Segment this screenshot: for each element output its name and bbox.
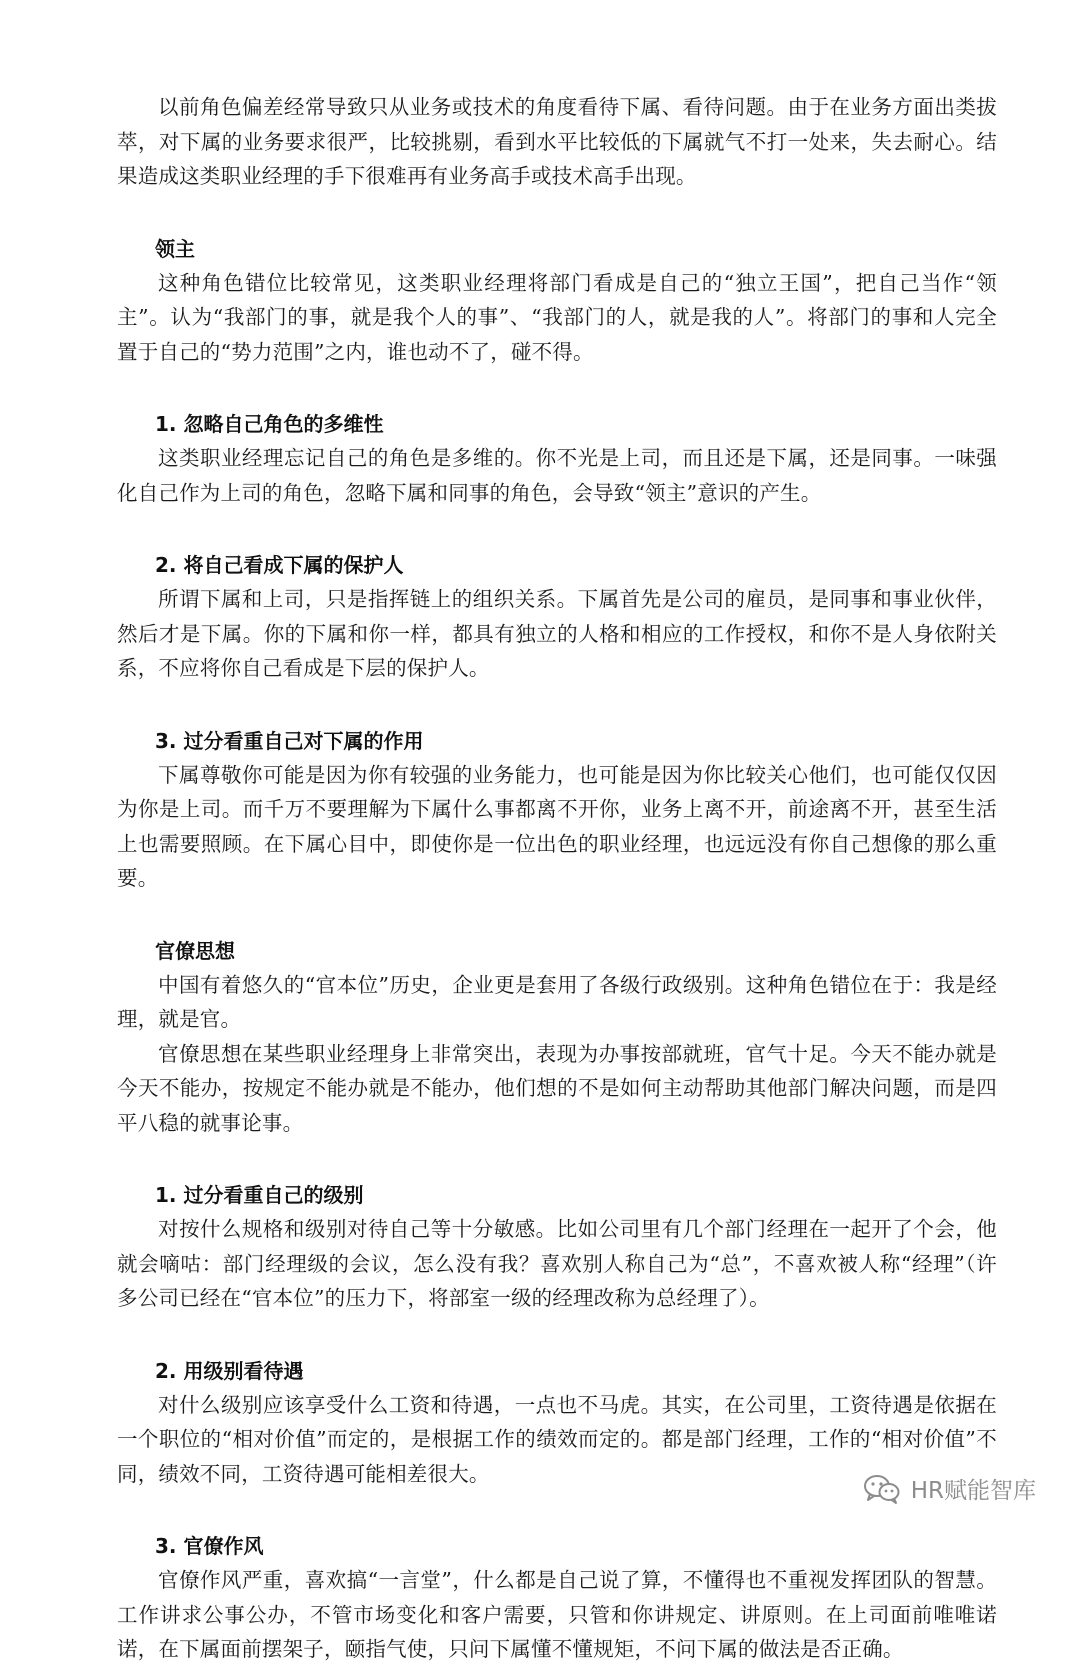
paragraph-protector: 所谓下属和上司，只是指挥链上的组织关系。下属首先是公司的雇员，是同事和事业伙伴，然后才是下属。你的下属和你一样，都具有独立的人格和相应的工作授权，和你不是人身依附关系，不应将你自己看成是下层的保护人。 [117, 587, 997, 680]
spacer [117, 194, 997, 232]
paragraph-lingzhu: 这种角色错位比较常见，这类职业经理将部门看成是自己的“独立王国”，把自己当作“领主”。认为“我部门的事，就是我个人的事”、“我部门的人，就是我的人”。将部门的事和人完全置于自己的“势力范围”之内，谁也动不了，碰不得。 [117, 270, 997, 364]
heading-lingzhu: 领主 [155, 236, 195, 261]
spacer [117, 1140, 997, 1178]
heading-rank-treatment: 2. 用级别看待遇 [155, 1358, 304, 1383]
paragraph-bureaucratic-thinking-2: 官僚思想在某些职业经理身上非常突出，表现为办事按部就班，官气十足。今天不能办就是今天不能办，按规定不能办就是不能办，他们想的不是如何主动帮助其他部门解决问题，而是四平八稳的就事论事。 [117, 1041, 997, 1135]
watermark [863, 1472, 1036, 1505]
spacer [117, 369, 997, 407]
paragraph-overvalue-rank: 对按什么规格和级别对待自己等十分敏感。比如公司里有几个部门经理在一起开了个会，他就会嘀咕：部门经理级的会议，怎么没有我？喜欢别人称自己为“总”，不喜欢被人称“经理”（许多公司已经在“官本位”的压力下，将部室一级的经理改称为总经理了）。 [117, 1217, 997, 1310]
heading-bureaucratic-thinking: 官僚思想 [155, 938, 235, 963]
document-body [117, 90, 997, 1667]
heading-ignore-role-multidimension: 1. 忽略自己角色的多维性 [155, 412, 384, 436]
paragraph-bureaucratic-thinking-1: 中国有着悠久的“官本位”历史，企业更是套用了各级行政级别。这种角色错位在于：我是经理，就是官。 [117, 972, 997, 1031]
spacer [117, 686, 997, 724]
paragraph-intro: 以前角色偏差经常导致只从业务或技术的角度看待下属、看待问题。由于在业务方面出类拔萃，对下属的业务要求很严，比较挑剔，看到水平比较低的下属就气不打一处来，失去耐心。结果造成这类职业经理的手下很难再有业务高手或技术高手出现。 [117, 95, 997, 188]
watermark-text: HR赋能智库 [910, 1478, 1036, 1504]
paragraph-ignore-role-multidimension: 这类职业经理忘记自己的角色是多维的。你不光是上司，而且还是下属，还是同事。一味强化自己作为上司的角色，忽略下属和同事的角色，会导致“领主”意识的产生。 [117, 446, 997, 505]
heading-protector: 2. 将自己看成下属的保护人 [155, 553, 404, 577]
spacer [117, 896, 997, 934]
wechat-icon [863, 1473, 901, 1505]
spacer [117, 510, 997, 548]
heading-overvalue-rank: 1. 过分看重自己的级别 [155, 1183, 364, 1207]
paragraph-overvalue-role: 下属尊敬你可能是因为你有较强的业务能力，也可能是因为你比较关心他们，也可能仅仅因为你是上司。而千万不要理解为下属什么事都离不开你，业务上离不开，前途离不开，甚至生活上也需要照顾。在下属心目中，即使你是一位出色的职业经理，也远远没有你自己想像的那么重要。 [117, 762, 997, 890]
paragraph-bureaucratic-style: 官僚作风严重，喜欢搞“一言堂”，什么都是自己说了算，不懂得也不重视发挥团队的智慧。工作讲求公事公办，不管市场变化和客户需要，只管和你讲规定、讲原则。在上司面前唯唯诺诺，在下属面前摆架子，颐指气使，只问下属懂不懂规矩，不问下属的做法是否正确。 [117, 1568, 997, 1661]
paragraph-rank-treatment: 对什么级别应该享受什么工资和待遇，一点也不马虎。其实，在公司里，工资待遇是依据在一个职位的“相对价值”而定的，是根据工作的绩效而定的。都是部门经理，工作的“相对价值”不同，绩效不同，工资待遇可能相差很大。 [117, 1392, 997, 1486]
heading-overvalue-role: 3. 过分看重自己对下属的作用 [155, 728, 424, 753]
spacer [117, 1316, 997, 1354]
heading-bureaucratic-style: 3. 官僚作风 [155, 1534, 264, 1558]
